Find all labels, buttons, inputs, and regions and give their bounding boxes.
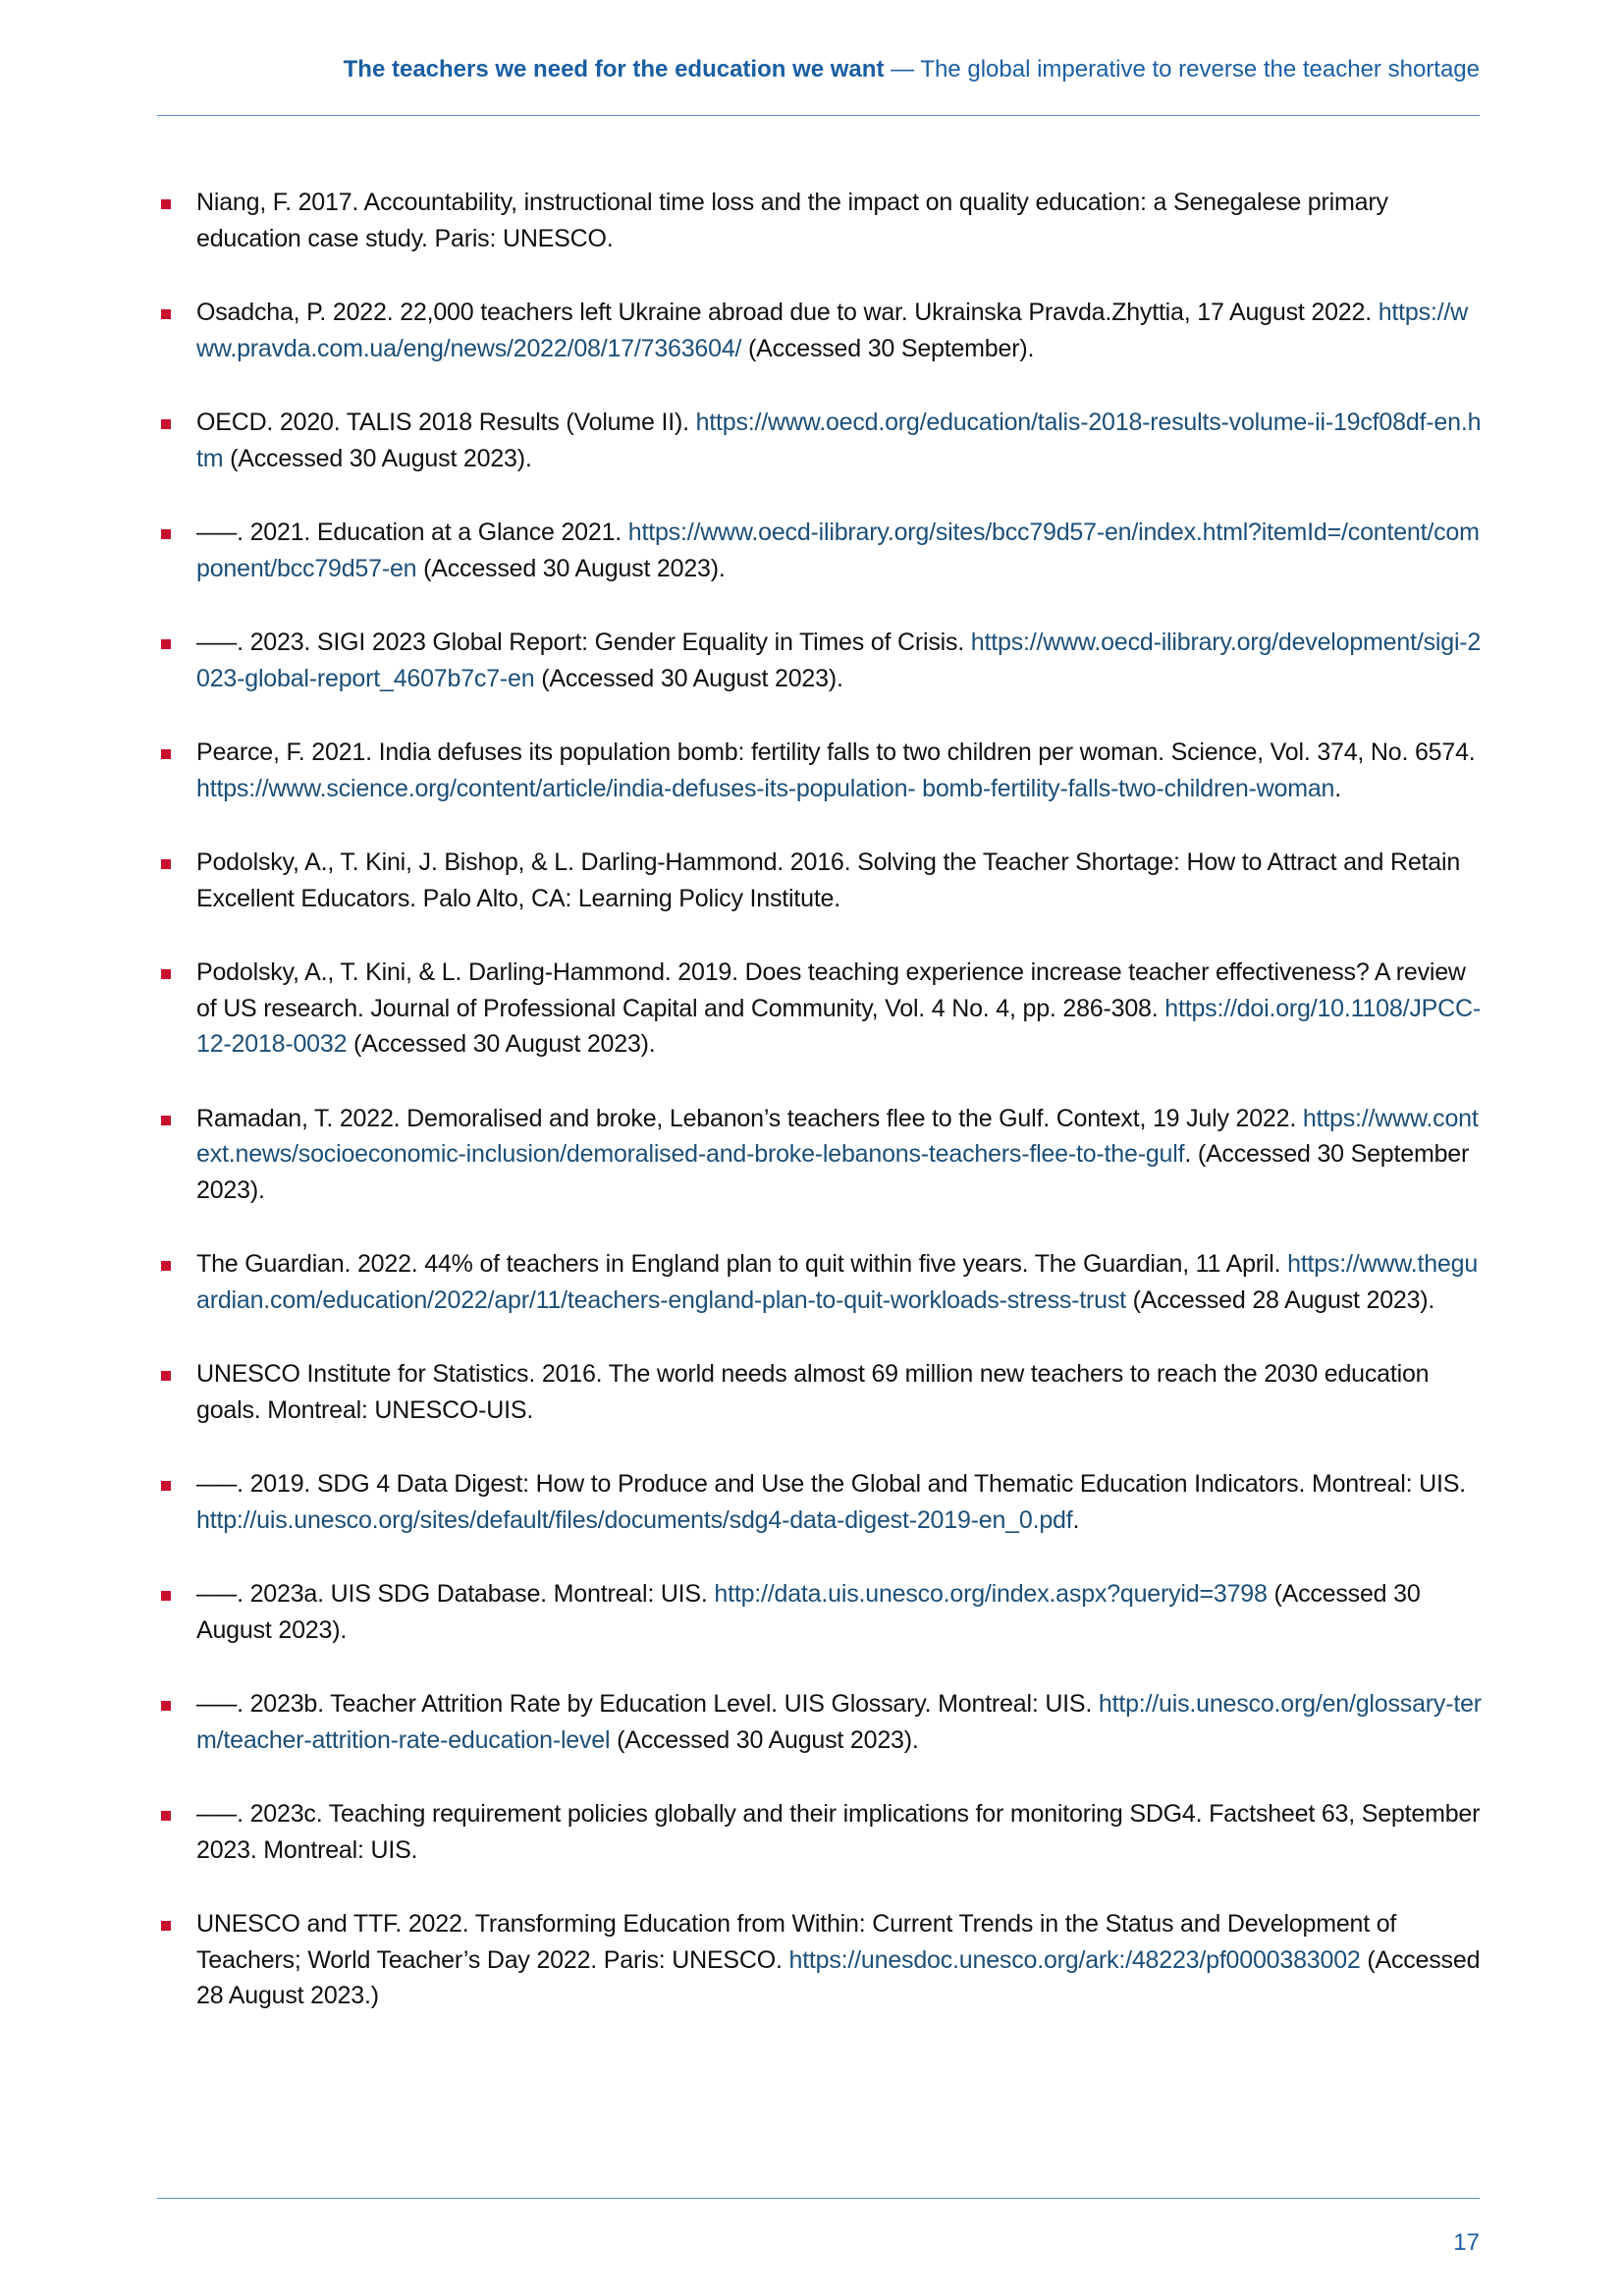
reference-text: Niang, F. 2017. Accountability, instructional time loss and the impact on quality education: a Senegalese primary education case study. Paris: UNESCO. [196, 189, 1388, 252]
bullet-icon [161, 1481, 171, 1491]
reference-suffix: (Accessed 30 August 2023). [347, 1030, 656, 1058]
reference-suffix: (Accessed 28 August 2023.) [196, 1945, 1481, 2009]
reference-item [157, 845, 1483, 916]
reference-suffix: (Accessed 30 September). [741, 334, 1035, 362]
reference-link[interactable]: http://uis.unesco.org/en/glossary-term/teacher-attrition-rate-education-level [196, 1690, 1482, 1754]
page-header [157, 53, 1480, 86]
reference-item [157, 955, 1483, 1063]
reference-text: Osadcha, P. 2022. 22,000 teachers left Ukraine abroad due to war. Ukrainska Pravda.Zhyttia, 17 August 2022. [196, 299, 1379, 326]
reference-text: –––. 2023. SIGI 2023 Global Report: Gender Equality in Times of Crisis. [196, 629, 971, 656]
reference-text: –––. 2023b. Teacher Attrition Rate by Education Level. UIS Glossary. Montreal: UIS. [196, 1690, 1099, 1718]
bullet-icon [161, 1811, 171, 1821]
bullet-icon [161, 1371, 171, 1381]
reference-link[interactable]: https://unesdoc.unesco.org/ark:/48223/pf0000383002 [788, 1945, 1361, 1974]
reference-item [157, 735, 1483, 806]
reference-item [157, 1796, 1483, 1868]
bullet-icon [161, 1921, 171, 1931]
reference-text: –––. 2023a. UIS SDG Database. Montreal: UIS. [196, 1580, 715, 1608]
reference-suffix: (Accessed 28 August 2023). [1125, 1285, 1435, 1314]
page-number: 17 [1453, 2229, 1480, 2256]
reference-suffix: . (Accessed 30 September 2023). [196, 1140, 1470, 1204]
reference-text: –––. 2019. SDG 4 Data Digest: How to Produce and Use the Global and Thematic Education Indicators. Montreal: UIS. [196, 1470, 1466, 1498]
reference-text: The Guardian. 2022. 44% of teachers in England plan to quit within five years. The Guardian, 11 April. [196, 1250, 1288, 1278]
reference-text: Ramadan, T. 2022. Demoralised and broke, Lebanon’s teachers flee to the Gulf. Context, 19 July 2022. [196, 1104, 1303, 1132]
bullet-icon [161, 529, 171, 539]
reference-suffix: (Accessed 30 August 2023). [610, 1725, 919, 1754]
reference-link[interactable]: http://data.uis.unesco.org/index.aspx?queryid=3798 [714, 1580, 1268, 1608]
reference-item [157, 1101, 1483, 1209]
bullet-icon [161, 309, 171, 319]
reference-list [157, 185, 1483, 2052]
reference-item [157, 295, 1483, 366]
reference-link[interactable]: https://www.science.org/content/article/india-defuses-its-population- bomb-fertility-falls-two-children-woman [196, 774, 1335, 802]
reference-text: OECD. 2020. TALIS 2018 Results (Volume II). [196, 409, 696, 436]
reference-suffix: (Accessed 30 August 2023). [196, 1580, 1421, 1644]
reference-link[interactable]: https://www.pravda.com.ua/eng/news/2022/08/17/7363604/ [196, 299, 1468, 362]
reference-item [157, 1906, 1483, 2014]
reference-link[interactable]: https://www.theguardian.com/education/2022/apr/11/teachers-england-plan-to-quit-workloads-stress-trust [196, 1250, 1479, 1314]
reference-text: –––. 2023c. Teaching requirement policies globally and their implications for monitoring SDG4. Factsheet 63, September 2023. Montreal: UIS. [196, 1800, 1481, 1864]
reference-link[interactable]: https://www.oecd.org/education/talis-2018-results-volume-ii-19cf08df-en.htm [196, 409, 1482, 472]
bullet-icon [161, 1591, 171, 1601]
reference-text: Podolsky, A., T. Kini, J. Bishop, & L. Darling-Hammond. 2016. Solving the Teacher Shortage: How to Attract and Retain Excellent Educators. Palo Alto, CA: Learning Policy Institute. [196, 848, 1461, 912]
bullet-icon [161, 1116, 171, 1125]
reference-text: UNESCO and TTF. 2022. Transforming Education from Within: Current Trends in the Status and Development of Teachers; World Teacher’s Day 2022. Paris: UNESCO. [196, 1910, 1397, 1974]
bullet-icon [161, 859, 171, 869]
footer-divider [157, 2198, 1480, 2199]
reference-item [157, 1356, 1483, 1428]
header-divider [157, 115, 1480, 116]
bullet-icon [161, 749, 171, 759]
reference-link[interactable]: https://doi.org/10.1108/JPCC-12-2018-0032 [196, 994, 1481, 1058]
header-subtitle: — The global imperative to reverse the teacher shortage [884, 56, 1480, 82]
bullet-icon [161, 1701, 171, 1711]
header-title: The teachers we need for the education we want [343, 56, 885, 82]
bullet-icon [161, 1261, 171, 1271]
reference-text: –––. 2021. Education at a Glance 2021. [196, 519, 628, 546]
reference-item [157, 1246, 1483, 1318]
reference-link[interactable]: https://www.context.news/socioeconomic-inclusion/demoralised-and-broke-lebanons-teachers-flee-to-the-gulf [196, 1104, 1479, 1168]
reference-item [157, 625, 1483, 696]
reference-item [157, 405, 1483, 476]
reference-text: Podolsky, A., T. Kini, & L. Darling-Hammond. 2019. Does teaching experience increase teacher effectiveness? A review of US research. Journal of Professional Capital and Community, Vol. 4 No. 4, pp. 286-308. [196, 958, 1466, 1022]
reference-text: Pearce, F. 2021. India defuses its population bomb: fertility falls to two children per woman. Science, Vol. 374, No. 6574. [196, 738, 1476, 766]
reference-item [157, 1576, 1483, 1648]
reference-suffix: (Accessed 30 August 2023). [223, 444, 532, 472]
bullet-icon [161, 419, 171, 429]
reference-item [157, 1686, 1483, 1758]
bullet-icon [161, 639, 171, 649]
reference-suffix: . [1334, 774, 1341, 802]
reference-item [157, 515, 1483, 586]
reference-suffix: (Accessed 30 August 2023). [416, 554, 726, 582]
reference-suffix: (Accessed 30 August 2023). [534, 664, 843, 692]
reference-link[interactable]: http://uis.unesco.org/sites/default/files/documents/sdg4-data-digest-2019-en_0.pdf [196, 1505, 1073, 1534]
bullet-icon [161, 969, 171, 979]
reference-item [157, 1466, 1483, 1538]
reference-item [157, 185, 1483, 256]
reference-suffix: . [1072, 1505, 1080, 1534]
reference-link[interactable]: https://www.oecd-ilibrary.org/sites/bcc79d57-en/index.html?itemId=/content/component/bcc79d57-en [196, 519, 1480, 582]
bullet-icon [161, 199, 171, 209]
reference-link[interactable]: https://www.oecd-ilibrary.org/development/sigi-2023-global-report_4607b7c7-en [196, 629, 1482, 692]
reference-text: UNESCO Institute for Statistics. 2016. The world needs almost 69 million new teachers to reach the 2030 education goals. Montreal: UNESCO-UIS. [196, 1360, 1430, 1424]
